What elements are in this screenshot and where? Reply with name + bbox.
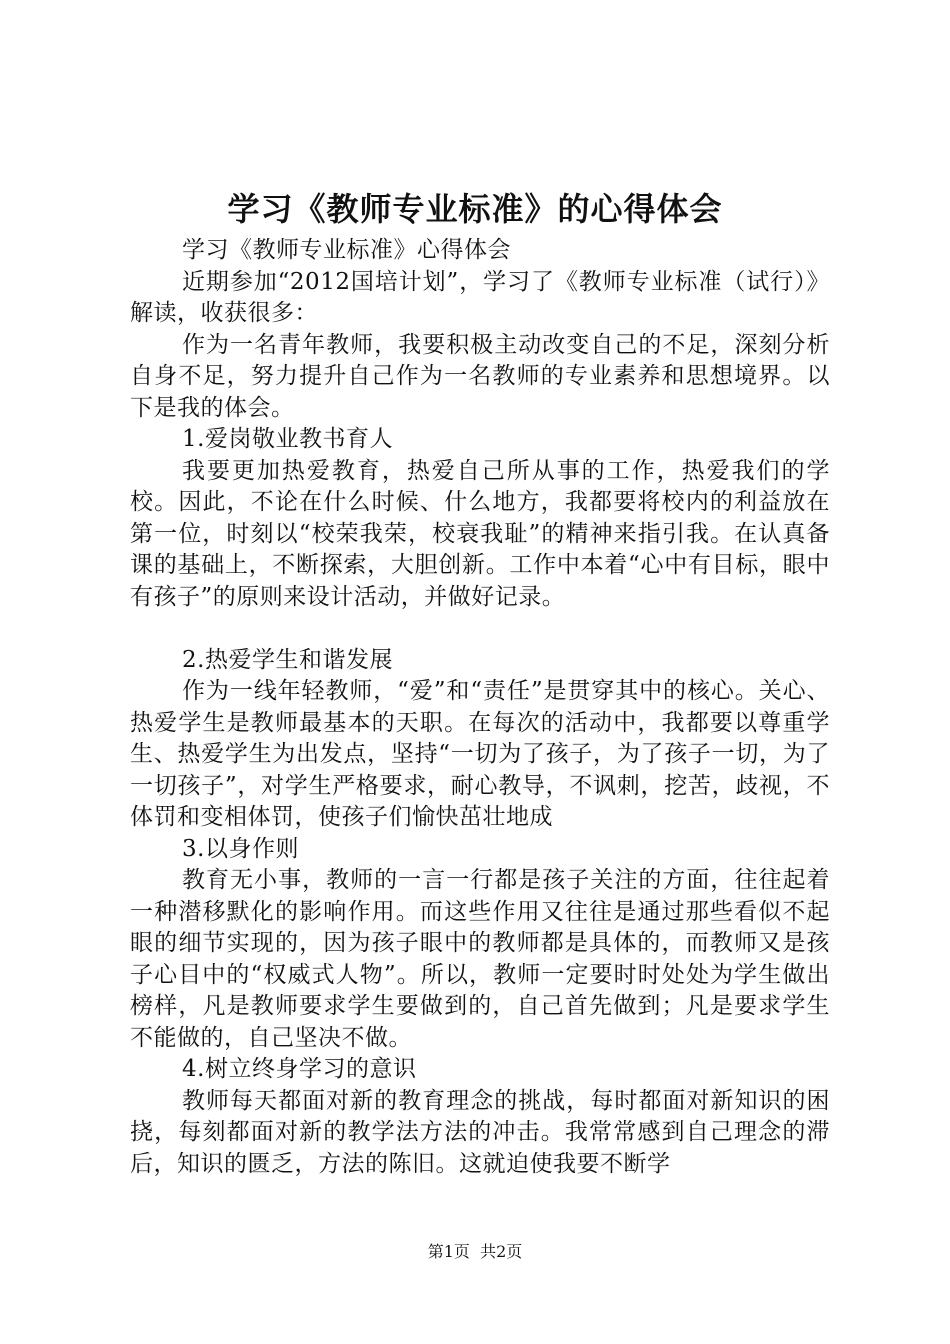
section-heading-3: 3.以身作则 <box>182 835 299 862</box>
subtitle-paragraph: 学习《教师专业标准》心得体会 <box>182 237 511 263</box>
section-body-4: 教师每天都面对新的教育理念的挑战，每时都面对新知识的困挠，每刻都面对新的教学法方法的冲击。我常常感到自己理念的滞后，知识的匮乏，方法的陈旧。这就迫使我要不断学 <box>130 1087 830 1177</box>
intro-paragraph-2: 作为一名青年教师，我要积极主动改变自己的不足，深刻分析自身不足，努力提升自己作为一名教师的专业素养和思想境界。以下是我的体会。 <box>130 331 830 421</box>
document-title: 学习《教师专业标准》的心得体会 <box>227 190 723 228</box>
page-footer: 第1页 共2页 <box>427 1242 523 1261</box>
section-heading-2: 2.热爱学生和谐发展 <box>182 646 393 673</box>
section-body-3: 教育无小事，教师的一言一行都是孩子关注的方面，往往起着一种潜移默化的影响作用。而这些作用又往往是通过那些看似不起眼的细节实现的，因为孩子眼中的教师都是具体的，而教师又是孩子心目中的“权威式人物”。所以，教师一定要时时处处为学生做出榜样，凡是教师要求学生要做到的，自己首先做到；凡是要求学生不能做的，自己坚决不做。 <box>130 867 830 1051</box>
document-body <box>130 235 830 1180</box>
section-heading-1: 1.爱岗敬业教书育人 <box>182 426 393 452</box>
section-body-1: 我要更加热爱教育，热爱自己所从事的工作，热爱我们的学校。因此，不论在什么时候、什么地方，我都要将校内的利益放在第一位，时刻以“校荣我荣，校衰我耻”的精神来指引我。在认真备课的基础上，不断探索，大胆创新。工作中本着“心中有目标，眼中有孩子”的原则来设计活动，并做好记录。 <box>130 457 830 610</box>
section-body-2: 作为一线年轻教师，“爱”和“责任”是贯穿其中的核心。关心、热爱学生是教师最基本的天职。在每次的活动中，我都要以尊重学生、热爱学生为出发点，坚持“一切为了孩子，为了孩子一切，为了一切孩子”，对学生严格要求，耐心教导，不讽刺，挖苦，歧视，不体罚和变相体罚，使孩子们愉快茁壮地成 <box>130 678 830 830</box>
section-heading-4: 4.树立终身学习的意识 <box>182 1056 417 1082</box>
intro-paragraph: 近期参加“2012国培计划”，学习了《教师专业标准（试行）》解读，收获很多： <box>130 268 830 326</box>
